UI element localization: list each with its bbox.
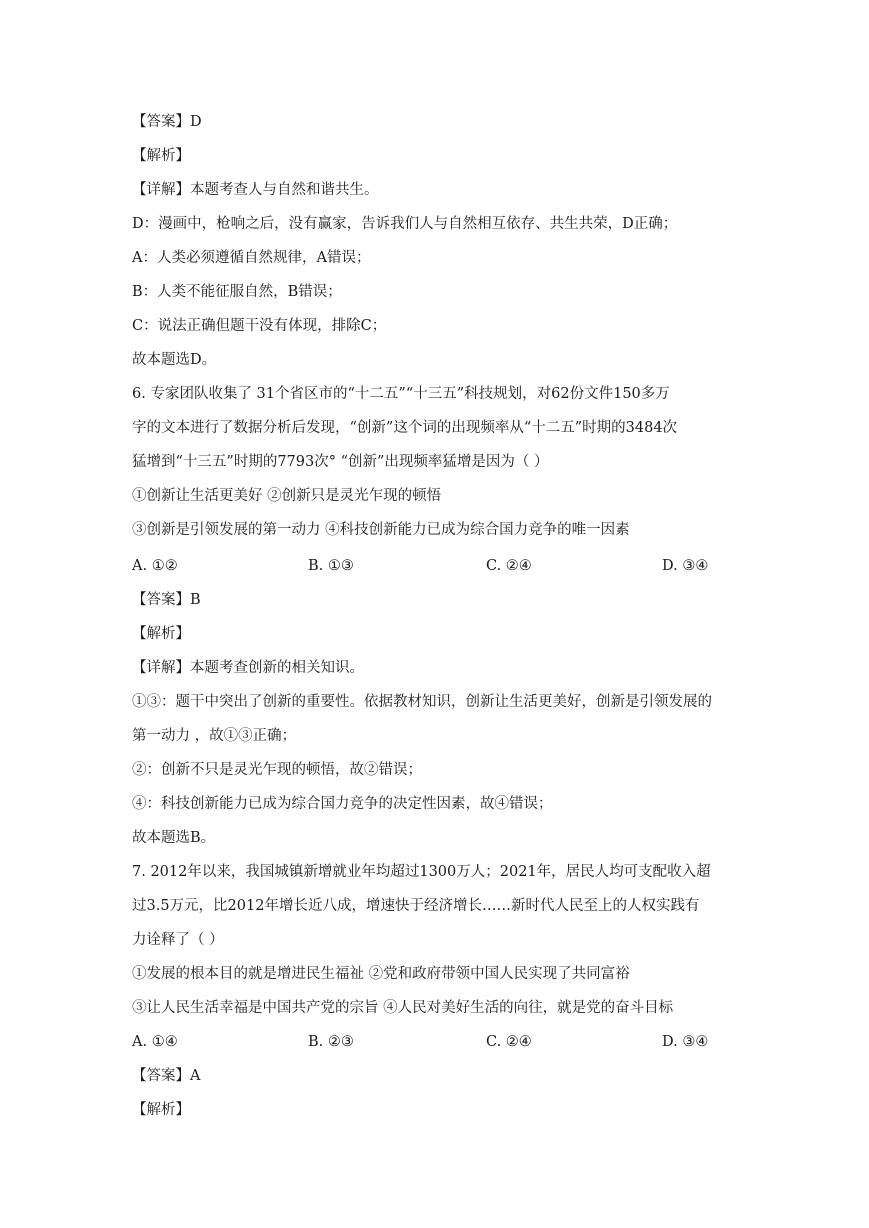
q7-option-a: A. ①④ [132,1034,178,1050]
q5-answer: 【答案】D [132,114,202,130]
q5-line-5: 故本题选D。 [132,352,217,368]
q6-detail: 【详解】本题考查创新的相关知识。 [132,660,364,676]
q5-line-3: B：人类不能征服自然，B错误； [132,284,342,300]
q6-line-3: ②：创新不只是灵光乍现的顿悟，故②错误； [132,762,422,778]
q6-statement-1: ①创新让生活更美好 ②创新只是灵光乍现的顿悟 [132,488,442,504]
q5-line-4: C：说法正确但题干没有体现，排除C； [132,318,387,334]
q5-line-1: D：漫画中，枪响之后，没有赢家，告诉我们人与自然相互依存、共生共荣，D正确； [132,216,678,232]
q5-line-2: A：人类必须遵循自然规律，A错误； [132,250,371,266]
q6-option-c: C. ②④ [486,558,532,574]
q6-line-4: ④：科技创新能力已成为综合国力竞争的决定性因素，故④错误； [132,796,553,812]
q7-analysis-heading: 【解析】 [132,1102,190,1118]
q7-option-d: D. ③④ [662,1034,709,1050]
q6-stem-3: 猛增到“十三五”时期的7793次° “创新”出现频率猛增是因为（ ） [132,454,549,470]
q6-answer: 【答案】B [132,592,201,608]
q5-detail: 【详解】本题考查人与自然和谐共生。 [132,182,379,198]
q7-option-b: B. ②③ [308,1034,354,1050]
q6-stem-2: 字的文本进行了数据分析后发现，“创新”这个词的出现频率从“十二五”时期的3484次 [132,420,678,436]
q6-analysis-heading: 【解析】 [132,626,190,642]
q6-option-b: B. ①③ [308,558,354,574]
q6-statement-2: ③创新是引领发展的第一动力 ④科技创新能力已成为综合国力竞争的唯一因素 [132,522,630,538]
q6-line-2: 第一动力 ，故①③正确； [132,728,297,744]
q6-option-d: D. ③④ [662,558,709,574]
q7-option-c: C. ②④ [486,1034,532,1050]
q7-answer: 【答案】A [132,1068,201,1084]
q7-stem-1: 7. 2012年以来，我国城镇新增就业年均超过1300万人；2021年，居民人均可支配收入超 [132,864,711,880]
q7-statement-1: ①发展的根本目的就是增进民生福祉 ②党和政府带领中国人民实现了共同富裕 [132,966,630,982]
q6-line-5: 故本题选B。 [132,830,216,846]
q6-line-1: ①③：题干中突出了创新的重要性。依据教材知识，创新让生活更美好，创新是引领发展的 [132,694,712,710]
q7-stem-2: 过3.5万元，比2012年增长近八成，增速快于经济增长……新时代人民至上的人权实践有 [132,898,700,914]
q7-statement-2: ③让人民生活幸福是中国共产党的宗旨 ④人民对美好生活的向往，就是党的奋斗目标 [132,1000,674,1016]
q5-analysis-heading: 【解析】 [132,148,190,164]
q6-option-a: A. ①② [132,558,178,574]
q7-stem-3: 力诠释了（ ） [132,932,224,948]
q6-stem-1: 6. 专家团队收集了 31个省区市的“十二五”“十三五”科技规划，对62份文件150多万 [132,386,670,402]
